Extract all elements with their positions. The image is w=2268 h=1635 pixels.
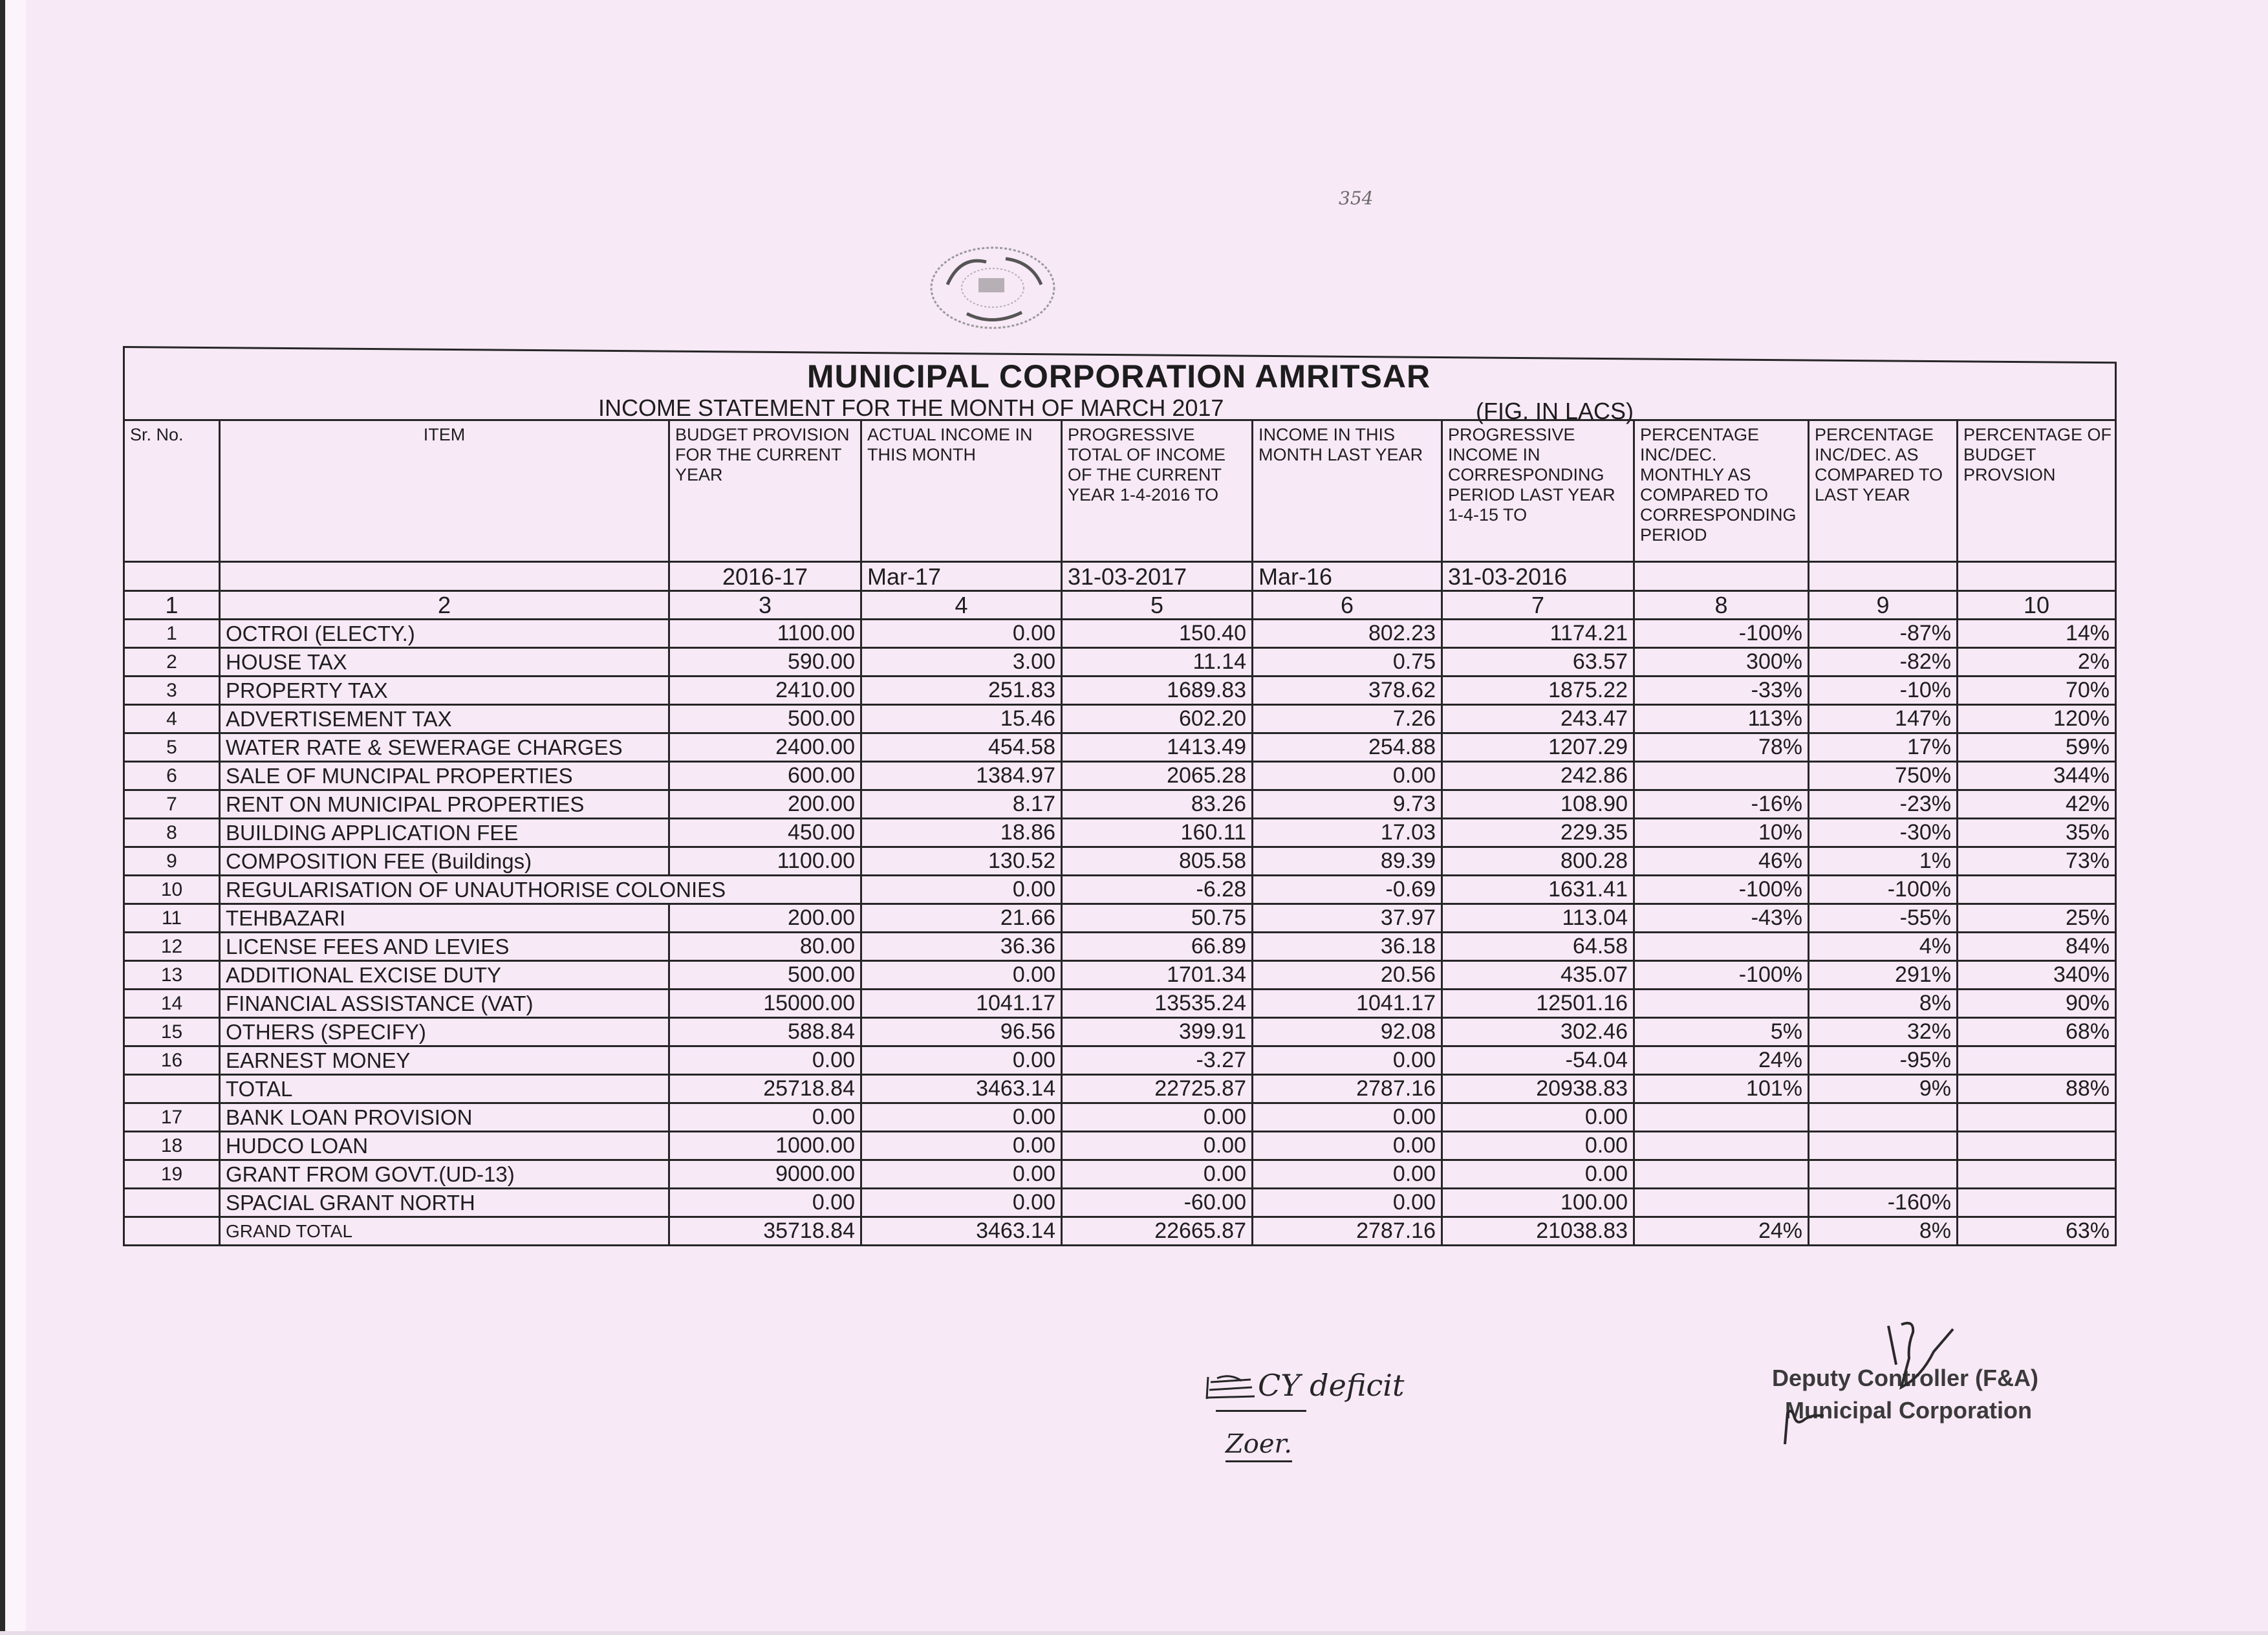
cell-pct-monthly: 113% (1634, 705, 1809, 733)
table-row (124, 1217, 2116, 1246)
cell-budget: 590.00 (669, 648, 861, 677)
cell-sr-no: 13 (124, 961, 220, 990)
title-block (123, 346, 2115, 424)
colnum-4: 4 (861, 591, 1062, 620)
header-row (124, 420, 2116, 562)
initials-scribble (1778, 1407, 1837, 1446)
cell-sr-no: 18 (124, 1132, 220, 1160)
cell-budget: 25718.84 (669, 1075, 861, 1103)
cell-item: PROPERTY TAX (220, 677, 669, 705)
cell-item: RENT ON MUNICIPAL PROPERTIES (220, 790, 669, 819)
cell-sr-no: 3 (124, 677, 220, 705)
period-last-month: Mar-16 (1253, 562, 1442, 591)
cell-last-progressive: 1875.22 (1442, 677, 1634, 705)
cell-pct-last-year: 4% (1809, 933, 1958, 961)
period-pct-budget (1958, 562, 2116, 591)
header-budget: BUDGET PROVISION FOR THE CURRENT YEAR (669, 420, 861, 562)
scan-left-margin (5, 0, 26, 1635)
cell-actual: 454.58 (861, 733, 1062, 762)
cell-budget: 200.00 (669, 790, 861, 819)
table-row (124, 1103, 2116, 1132)
cell-pct-last-year (1809, 1132, 1958, 1160)
colnum-5: 5 (1062, 591, 1253, 620)
cell-last-progressive: 21038.83 (1442, 1217, 1634, 1246)
table-row (124, 677, 2116, 705)
cell-last-progressive: 113.04 (1442, 904, 1634, 933)
cell-last-progressive: 0.00 (1442, 1103, 1634, 1132)
header-progressive: PROGRESSIVE TOTAL OF INCOME OF THE CURRENT YEAR 1-4-2016 TO (1062, 420, 1253, 562)
cell-progressive: -3.27 (1062, 1046, 1253, 1075)
cell-budget: 600.00 (669, 762, 861, 790)
cell-last-progressive: 1207.29 (1442, 733, 1634, 762)
cell-progressive: 1689.83 (1062, 677, 1253, 705)
cell-pct-last-year: -160% (1809, 1189, 1958, 1217)
cell-progressive: 0.00 (1062, 1132, 1253, 1160)
cell-pct-last-year (1809, 1103, 1958, 1132)
cell-actual: 36.36 (861, 933, 1062, 961)
cell-last-month: 9.73 (1253, 790, 1442, 819)
cell-last-month: 36.18 (1253, 933, 1442, 961)
cell-item: EARNEST MONEY (220, 1046, 669, 1075)
cell-pct-last-year: 8% (1809, 990, 1958, 1018)
cell-progressive: 0.00 (1062, 1103, 1253, 1132)
cell-last-progressive: 100.00 (1442, 1189, 1634, 1217)
cell-item: SALE OF MUNCIPAL PROPERTIES (220, 762, 669, 790)
units-note: (FIG. IN LACS) (1476, 398, 1634, 424)
cell-pct-monthly: -100% (1634, 876, 1809, 904)
cell-sr-no: 16 (124, 1046, 220, 1075)
document-title: MUNICIPAL CORPORATION AMRITSAR (806, 358, 1431, 395)
cell-last-month: 37.97 (1253, 904, 1442, 933)
cell-last-progressive: 229.35 (1442, 819, 1634, 847)
cell-item: REGULARISATION OF UNAUTHORISE COLONIES (220, 876, 861, 904)
cell-pct-last-year: -100% (1809, 876, 1958, 904)
cell-pct-budget: 63% (1958, 1217, 2116, 1246)
cell-pct-budget: 25% (1958, 904, 2116, 933)
cell-pct-monthly (1634, 1132, 1809, 1160)
cell-pct-budget (1958, 1189, 2116, 1217)
cell-item: BUILDING APPLICATION FEE (220, 819, 669, 847)
cell-sr-no: 2 (124, 648, 220, 677)
cell-pct-budget (1958, 876, 2116, 904)
header-last-month: INCOME IN THIS MONTH LAST YEAR (1253, 420, 1442, 562)
cell-actual: 0.00 (861, 1189, 1062, 1217)
table-row (124, 648, 2116, 677)
cell-pct-budget (1958, 1046, 2116, 1075)
cell-last-progressive: 108.90 (1442, 790, 1634, 819)
cell-pct-last-year: -87% (1809, 620, 1958, 648)
cell-last-progressive: 302.46 (1442, 1018, 1634, 1046)
cell-last-month: 89.39 (1253, 847, 1442, 876)
header-last-progressive: PROGRESSIVE INCOME IN CORRESPONDING PERIOD LAST YEAR 1-4-15 TO (1442, 420, 1634, 562)
cell-last-month: 0.00 (1253, 1189, 1442, 1217)
cell-pct-last-year: -95% (1809, 1046, 1958, 1075)
cell-last-month: 2787.16 (1253, 1217, 1442, 1246)
cell-sr-no: 14 (124, 990, 220, 1018)
table-row (124, 1160, 2116, 1189)
cell-item: SPACIAL GRANT NORTH (220, 1189, 669, 1217)
cell-progressive: 50.75 (1062, 904, 1253, 933)
cell-budget: 0.00 (669, 1189, 861, 1217)
period-last-progressive: 31-03-2016 (1442, 562, 1634, 591)
cell-pct-budget (1958, 1103, 2116, 1132)
cell-item: ADDITIONAL EXCISE DUTY (220, 961, 669, 990)
cell-last-month: -0.69 (1253, 876, 1442, 904)
cell-last-month: 0.00 (1253, 1103, 1442, 1132)
cell-sr-no: 15 (124, 1018, 220, 1046)
cell-budget: 450.00 (669, 819, 861, 847)
cell-sr-no (124, 1189, 220, 1217)
cell-last-month: 17.03 (1253, 819, 1442, 847)
cell-pct-budget: 35% (1958, 819, 2116, 847)
cell-progressive: 805.58 (1062, 847, 1253, 876)
cell-progressive: 83.26 (1062, 790, 1253, 819)
period-progressive: 31-03-2017 (1062, 562, 1253, 591)
cell-progressive: 22725.87 (1062, 1075, 1253, 1103)
cell-last-progressive: 0.00 (1442, 1132, 1634, 1160)
cell-pct-last-year: -55% (1809, 904, 1958, 933)
cell-sr-no (124, 1075, 220, 1103)
cell-pct-budget: 42% (1958, 790, 2116, 819)
cell-budget: 200.00 (669, 904, 861, 933)
cell-item: TEHBAZARI (220, 904, 669, 933)
cell-sr-no: 11 (124, 904, 220, 933)
cell-pct-monthly: 78% (1634, 733, 1809, 762)
cell-actual: 0.00 (861, 620, 1062, 648)
cell-actual: 96.56 (861, 1018, 1062, 1046)
cell-actual: 21.66 (861, 904, 1062, 933)
colnum-2: 2 (220, 591, 669, 620)
cell-last-month: 0.00 (1253, 1132, 1442, 1160)
cell-pct-last-year: 750% (1809, 762, 1958, 790)
cell-progressive: 13535.24 (1062, 990, 1253, 1018)
table-row (124, 705, 2116, 733)
cell-pct-budget: 14% (1958, 620, 2116, 648)
cell-item: COMPOSITION FEE (Buildings) (220, 847, 669, 876)
cell-progressive: 2065.28 (1062, 762, 1253, 790)
cell-pct-last-year: 32% (1809, 1018, 1958, 1046)
handwritten-note-line2: Zoer. (1226, 1429, 1292, 1462)
cell-budget: 500.00 (669, 705, 861, 733)
cell-sr-no: 7 (124, 790, 220, 819)
cell-progressive: 399.91 (1062, 1018, 1253, 1046)
cell-pct-last-year: 8% (1809, 1217, 1958, 1246)
cell-pct-budget: 88% (1958, 1075, 2116, 1103)
cell-budget: 1100.00 (669, 620, 861, 648)
cell-budget: 1100.00 (669, 847, 861, 876)
table-row (124, 961, 2116, 990)
header-item: ITEM (220, 420, 669, 562)
cell-pct-last-year: -10% (1809, 677, 1958, 705)
cell-budget: 2400.00 (669, 733, 861, 762)
cell-actual: 0.00 (861, 1132, 1062, 1160)
cell-item: ADVERTISEMENT TAX (220, 705, 669, 733)
cell-last-month: 92.08 (1253, 1018, 1442, 1046)
cell-pct-budget: 59% (1958, 733, 2116, 762)
table-row (124, 847, 2116, 876)
cell-pct-monthly: -100% (1634, 961, 1809, 990)
cell-pct-monthly (1634, 1160, 1809, 1189)
cell-progressive: 0.00 (1062, 1160, 1253, 1189)
cell-sr-no: 17 (124, 1103, 220, 1132)
cell-last-progressive: -54.04 (1442, 1046, 1634, 1075)
cell-pct-last-year (1809, 1160, 1958, 1189)
cell-last-month: 7.26 (1253, 705, 1442, 733)
cell-last-progressive: 242.86 (1442, 762, 1634, 790)
table-row (124, 1189, 2116, 1217)
cell-last-month: 254.88 (1253, 733, 1442, 762)
cell-pct-monthly: -43% (1634, 904, 1809, 933)
cell-pct-budget: 340% (1958, 961, 2116, 990)
cell-pct-budget: 2% (1958, 648, 2116, 677)
cell-sr-no: 8 (124, 819, 220, 847)
handwritten-page-number: 354 (1339, 188, 1374, 209)
cell-actual: 1041.17 (861, 990, 1062, 1018)
period-sr (124, 562, 220, 591)
table-row (124, 1018, 2116, 1046)
cell-item: BANK LOAN PROVISION (220, 1103, 669, 1132)
cell-last-progressive: 800.28 (1442, 847, 1634, 876)
period-pct-monthly (1634, 562, 1809, 591)
cell-sr-no: 9 (124, 847, 220, 876)
period-pct-last-year (1809, 562, 1958, 591)
cell-pct-last-year: 1% (1809, 847, 1958, 876)
cell-actual: 18.86 (861, 819, 1062, 847)
cell-last-month: 0.00 (1253, 1160, 1442, 1189)
cell-pct-last-year: -82% (1809, 648, 1958, 677)
cell-pct-monthly (1634, 1189, 1809, 1217)
cell-pct-monthly (1634, 933, 1809, 961)
cell-pct-monthly: -33% (1634, 677, 1809, 705)
cell-pct-budget: 68% (1958, 1018, 2116, 1046)
cell-pct-monthly: 101% (1634, 1075, 1809, 1103)
colnum-9: 9 (1809, 591, 1958, 620)
document-subtitle: INCOME STATEMENT FOR THE MONTH OF MARCH 2017 (598, 395, 1224, 421)
cell-actual: 0.00 (861, 1046, 1062, 1075)
cell-last-month: 20.56 (1253, 961, 1442, 990)
cell-budget: 1000.00 (669, 1132, 861, 1160)
cell-pct-monthly: 5% (1634, 1018, 1809, 1046)
cell-budget: 9000.00 (669, 1160, 861, 1189)
cell-actual: 3463.14 (861, 1217, 1062, 1246)
cell-last-progressive: 12501.16 (1442, 990, 1634, 1018)
scan-bottom-edge (0, 1631, 2268, 1635)
colnum-6: 6 (1253, 591, 1442, 620)
cell-pct-monthly: 10% (1634, 819, 1809, 847)
cell-progressive: 160.11 (1062, 819, 1253, 847)
cell-pct-budget: 90% (1958, 990, 2116, 1018)
cell-progressive: 1413.49 (1062, 733, 1253, 762)
cell-pct-budget: 73% (1958, 847, 2116, 876)
header-pct-budget: PERCENTAGE OF BUDGET PROVSION (1958, 420, 2116, 562)
period-row (124, 562, 2116, 591)
cell-last-month: 0.00 (1253, 762, 1442, 790)
cell-sr-no: 6 (124, 762, 220, 790)
cell-pct-last-year: -23% (1809, 790, 1958, 819)
cell-pct-monthly: -100% (1634, 620, 1809, 648)
period-budget: 2016-17 (669, 562, 861, 591)
cell-sr-no (124, 1217, 220, 1246)
cell-pct-budget: 84% (1958, 933, 2116, 961)
cell-item: OTHERS (SPECIFY) (220, 1018, 669, 1046)
cell-item: WATER RATE & SEWERAGE CHARGES (220, 733, 669, 762)
cell-actual: 15.46 (861, 705, 1062, 733)
table-row (124, 819, 2116, 847)
cell-pct-last-year: 147% (1809, 705, 1958, 733)
cell-sr-no: 1 (124, 620, 220, 648)
struck-out-handwriting (1204, 1374, 1256, 1400)
office-seal-stamp (928, 243, 1057, 333)
cell-pct-monthly: 24% (1634, 1217, 1809, 1246)
table-row (124, 933, 2116, 961)
cell-pct-monthly: 300% (1634, 648, 1809, 677)
cell-progressive: -60.00 (1062, 1189, 1253, 1217)
cell-last-month: 0.75 (1253, 648, 1442, 677)
table-row (124, 620, 2116, 648)
cell-budget: 35718.84 (669, 1217, 861, 1246)
colnum-1: 1 (124, 591, 220, 620)
signatory-organization: Municipal Corporation (1785, 1397, 2032, 1424)
cell-last-progressive: 63.57 (1442, 648, 1634, 677)
cell-last-month: 378.62 (1253, 677, 1442, 705)
cell-pct-last-year: -30% (1809, 819, 1958, 847)
cell-last-progressive: 20938.83 (1442, 1075, 1634, 1103)
cell-item: HOUSE TAX (220, 648, 669, 677)
cell-progressive: 11.14 (1062, 648, 1253, 677)
cell-pct-budget (1958, 1132, 2116, 1160)
cell-pct-last-year: 17% (1809, 733, 1958, 762)
cell-item: HUDCO LOAN (220, 1132, 669, 1160)
cell-actual: 3463.14 (861, 1075, 1062, 1103)
table-row (124, 790, 2116, 819)
cell-sr-no: 10 (124, 876, 220, 904)
cell-item: TOTAL (220, 1075, 669, 1103)
cell-last-month: 2787.16 (1253, 1075, 1442, 1103)
cell-last-month: 802.23 (1253, 620, 1442, 648)
cell-budget: 0.00 (669, 1103, 861, 1132)
cell-pct-monthly (1634, 762, 1809, 790)
header-sr-no: Sr. No. (124, 420, 220, 562)
cell-item: OCTROI (ELECTY.) (220, 620, 669, 648)
cell-pct-monthly: 24% (1634, 1046, 1809, 1075)
cell-item: GRAND TOTAL (220, 1217, 669, 1246)
cell-actual: 130.52 (861, 847, 1062, 876)
table-row (124, 990, 2116, 1018)
cell-pct-monthly: -16% (1634, 790, 1809, 819)
cell-actual: 0.00 (861, 961, 1062, 990)
cell-last-month: 0.00 (1253, 1046, 1442, 1075)
handwritten-underline (1216, 1410, 1306, 1412)
cell-actual: 1384.97 (861, 762, 1062, 790)
cell-budget: 2410.00 (669, 677, 861, 705)
cell-budget: 80.00 (669, 933, 861, 961)
cell-actual: 3.00 (861, 648, 1062, 677)
table-row (124, 1132, 2116, 1160)
cell-actual: 0.00 (861, 1160, 1062, 1189)
cell-last-progressive: 0.00 (1442, 1160, 1634, 1189)
colnum-7: 7 (1442, 591, 1634, 620)
colnum-10: 10 (1958, 591, 2116, 620)
cell-pct-budget: 120% (1958, 705, 2116, 733)
table-row (124, 876, 2116, 904)
period-actual: Mar-17 (861, 562, 1062, 591)
colnum-3: 3 (669, 591, 861, 620)
cell-last-progressive: 64.58 (1442, 933, 1634, 961)
cell-last-progressive: 243.47 (1442, 705, 1634, 733)
table-row (124, 904, 2116, 933)
cell-item: FINANCIAL ASSISTANCE (VAT) (220, 990, 669, 1018)
cell-progressive: 150.40 (1062, 620, 1253, 648)
cell-sr-no: 4 (124, 705, 220, 733)
period-item (220, 562, 669, 591)
cell-item: LICENSE FEES AND LEVIES (220, 933, 669, 961)
cell-last-progressive: 1631.41 (1442, 876, 1634, 904)
table-row (124, 762, 2116, 790)
header-actual: ACTUAL INCOME IN THIS MONTH (861, 420, 1062, 562)
signatory-designation: Deputy Controller (F&A) (1772, 1365, 2038, 1391)
cell-pct-monthly (1634, 1103, 1809, 1132)
cell-budget: 15000.00 (669, 990, 861, 1018)
cell-pct-budget: 344% (1958, 762, 2116, 790)
cell-item: GRANT FROM GOVT.(UD-13) (220, 1160, 669, 1189)
cell-budget: 500.00 (669, 961, 861, 990)
cell-budget: 588.84 (669, 1018, 861, 1046)
cell-last-month: 1041.17 (1253, 990, 1442, 1018)
colnum-8: 8 (1634, 591, 1809, 620)
table-row (124, 733, 2116, 762)
cell-progressive: 66.89 (1062, 933, 1253, 961)
cell-sr-no: 19 (124, 1160, 220, 1189)
cell-pct-monthly (1634, 990, 1809, 1018)
cell-sr-no: 5 (124, 733, 220, 762)
cell-pct-last-year: 9% (1809, 1075, 1958, 1103)
handwritten-note-line1: CY deficit (1258, 1368, 1405, 1403)
scan-left-edge (0, 0, 5, 1635)
header-pct-monthly: PERCENTAGE INC/DEC. MONTHLY AS COMPARED TO CORRESPONDING PERIOD (1634, 420, 1809, 562)
cell-pct-monthly: 46% (1634, 847, 1809, 876)
cell-last-progressive: 1174.21 (1442, 620, 1634, 648)
cell-pct-last-year: 291% (1809, 961, 1958, 990)
column-number-row (124, 591, 2116, 620)
cell-progressive: -6.28 (1062, 876, 1253, 904)
signature-scribble (1863, 1319, 2005, 1391)
cell-actual: 8.17 (861, 790, 1062, 819)
table-row (124, 1075, 2116, 1103)
cell-budget: 0.00 (669, 1046, 861, 1075)
cell-actual: 251.83 (861, 677, 1062, 705)
cell-last-progressive: 435.07 (1442, 961, 1634, 990)
cell-sr-no: 12 (124, 933, 220, 961)
header-pct-last-year: PERCENTAGE INC/DEC. AS COMPARED TO LAST YEAR (1809, 420, 1958, 562)
income-statement-table (123, 419, 2117, 1246)
cell-pct-budget (1958, 1160, 2116, 1189)
table-right-border (2115, 362, 2117, 419)
table-row (124, 1046, 2116, 1075)
cell-progressive: 1701.34 (1062, 961, 1253, 990)
cell-progressive: 602.20 (1062, 705, 1253, 733)
cell-progressive: 22665.87 (1062, 1217, 1253, 1246)
cell-pct-budget: 70% (1958, 677, 2116, 705)
cell-actual: 0.00 (861, 1103, 1062, 1132)
cell-actual: 0.00 (861, 876, 1062, 904)
